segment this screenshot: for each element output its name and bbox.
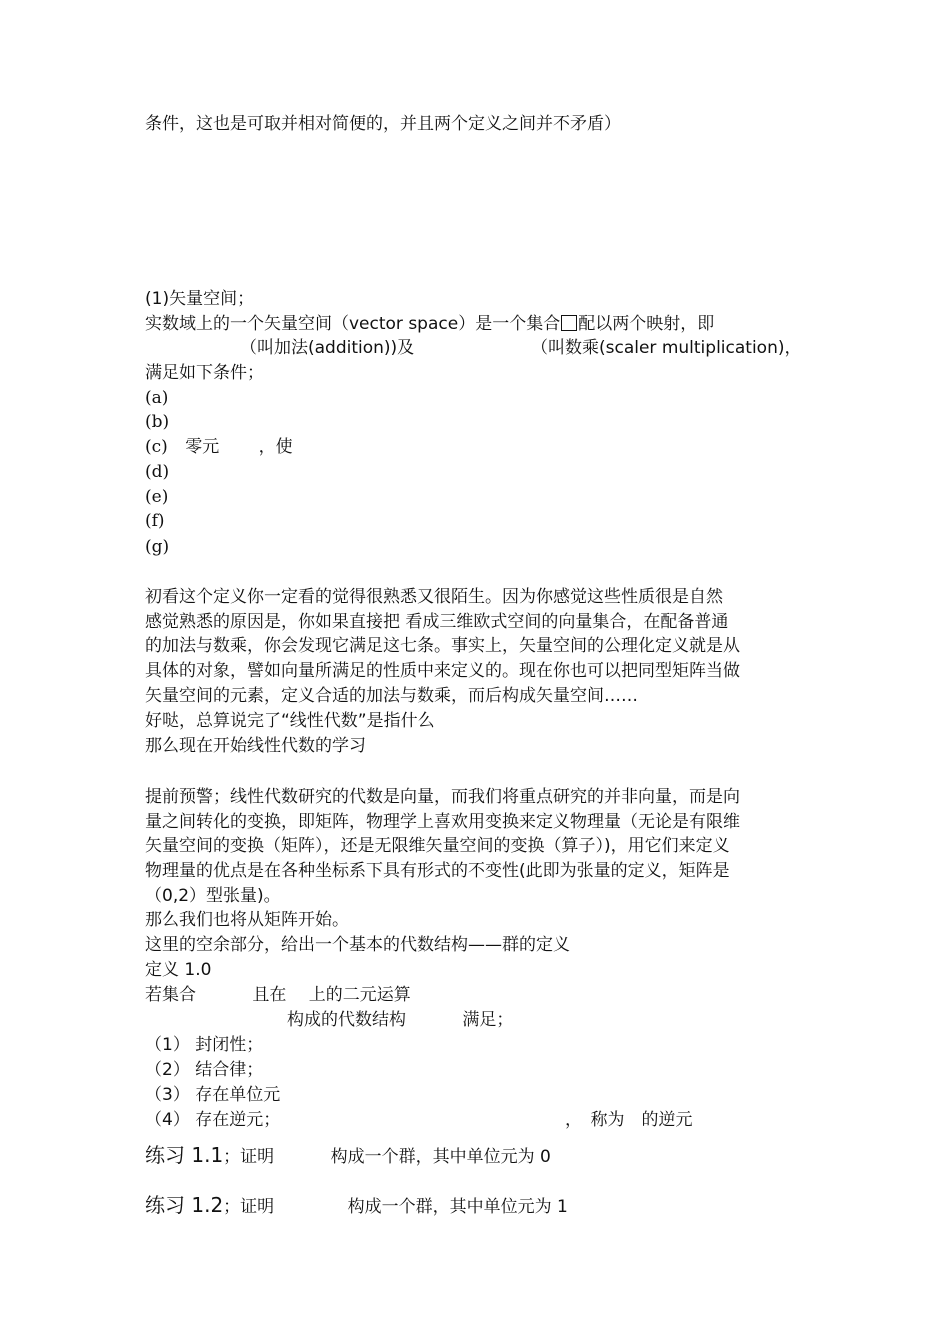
conditions-intro: 满足如下条件； xyxy=(145,363,264,383)
paragraph-line: 矢量空间的变换（矩阵），还是无限维矢量空间的变换（算子）)，用它们来定义 xyxy=(145,836,730,856)
condition-item xyxy=(145,485,168,509)
exercise xyxy=(145,1193,568,1219)
paragraph-line: 这里的空余部分，给出一个基本的代数结构——群的定义 xyxy=(145,935,570,955)
condition-item xyxy=(145,509,165,533)
paragraph-line: 那么我们也将从矩阵开始。 xyxy=(145,910,349,930)
condition-label: (a) xyxy=(145,388,169,408)
paragraph-line: 物理量的优点是在各种坐标系下具有形式的不变性(此即为张量的定义，矩阵是 xyxy=(145,861,730,881)
condition-item xyxy=(145,386,168,410)
definition-text-b: 配以两个映射，即 xyxy=(578,314,715,334)
paragraph-line: 感觉熟悉的原因是，你如果直接把 看成三维欧式空间的向量集合，在配备普通 xyxy=(145,612,729,632)
definition-title: 定义 1.0 xyxy=(145,960,212,980)
paragraph-line: （0,2）型张量)。 xyxy=(145,886,281,906)
condition-label: (e) xyxy=(145,487,169,507)
paragraph-line: 具体的对象，譬如向量所满足的性质中来定义的。现在你也可以把同型矩阵当做 xyxy=(145,661,740,681)
condition-label: (d) xyxy=(145,462,170,482)
condition-item xyxy=(145,410,169,434)
vector-space-definition-line xyxy=(145,312,714,336)
set-symbol-icon xyxy=(561,315,577,331)
paragraph-line: 量之间转化的变换，即矩阵，物理学上喜欢用变换来定义物理量（无论是有限维 xyxy=(145,812,740,832)
definition-line: 若集合 且在 上的二元运算 xyxy=(145,985,411,1005)
condition-label: (c) xyxy=(145,437,168,457)
definition-text-a: 实数域上的一个矢量空间（vector space）是一个集合 xyxy=(145,314,561,334)
continuation-line: 条件，这也是可取并相对简便的，并且两个定义之间并不矛盾） xyxy=(145,114,621,134)
condition-item xyxy=(145,435,293,459)
exercise xyxy=(145,1143,551,1169)
condition-label: (g) xyxy=(145,537,170,557)
group-condition: （3） 存在单位元 xyxy=(145,1085,281,1105)
paragraph-line: 矢量空间的元素，定义合适的加法与数乘，而后构成矢量空间…… xyxy=(145,686,638,706)
condition-label: (b) xyxy=(145,412,170,432)
group-condition: （4） 存在逆元； xyxy=(145,1110,281,1130)
definition-line: 构成的代数结构 满足； xyxy=(287,1010,514,1030)
exercise-title: 练习 1.2 xyxy=(145,1193,224,1217)
addition-label: （叫加法(addition))及 xyxy=(240,338,415,358)
condition-label: (f) xyxy=(145,511,165,531)
scalar-multiplication-label: （叫数乘(scaler multiplication)， xyxy=(531,338,802,358)
paragraph-line: 提前预警；线性代数研究的代数是向量，而我们将重点研究的并非向量，而是向 xyxy=(145,787,740,807)
paragraph-line: 那么现在开始线性代数的学习 xyxy=(145,736,366,756)
exercise-text: ；证明 构成一个群，其中单位元为 0 xyxy=(223,1147,551,1167)
paragraph-line: 的加法与数乘，你会发现它满足这七条。事实上，矢量空间的公理化定义就是从 xyxy=(145,636,740,656)
condition-text: 零元 ，使 xyxy=(185,437,293,457)
condition-item xyxy=(145,460,169,484)
group-condition: （1） 封闭性； xyxy=(145,1035,264,1055)
exercise-title: 练习 1.1 xyxy=(145,1143,224,1167)
vector-space-heading: (1)矢量空间； xyxy=(145,289,255,309)
paragraph-line: 初看这个定义你一定看的觉得很熟悉又很陌生。因为你感觉这些性质很是自然 xyxy=(145,587,723,607)
exercise-text: ；证明 构成一个群，其中单位元为 1 xyxy=(223,1197,568,1217)
group-condition: （2） 结合律； xyxy=(145,1060,264,1080)
paragraph-line: 好哒，总算说完了“线性代数”是指什么 xyxy=(145,711,435,731)
condition-item xyxy=(145,535,169,559)
inverse-note: ， 称为 的逆元 xyxy=(565,1110,693,1130)
